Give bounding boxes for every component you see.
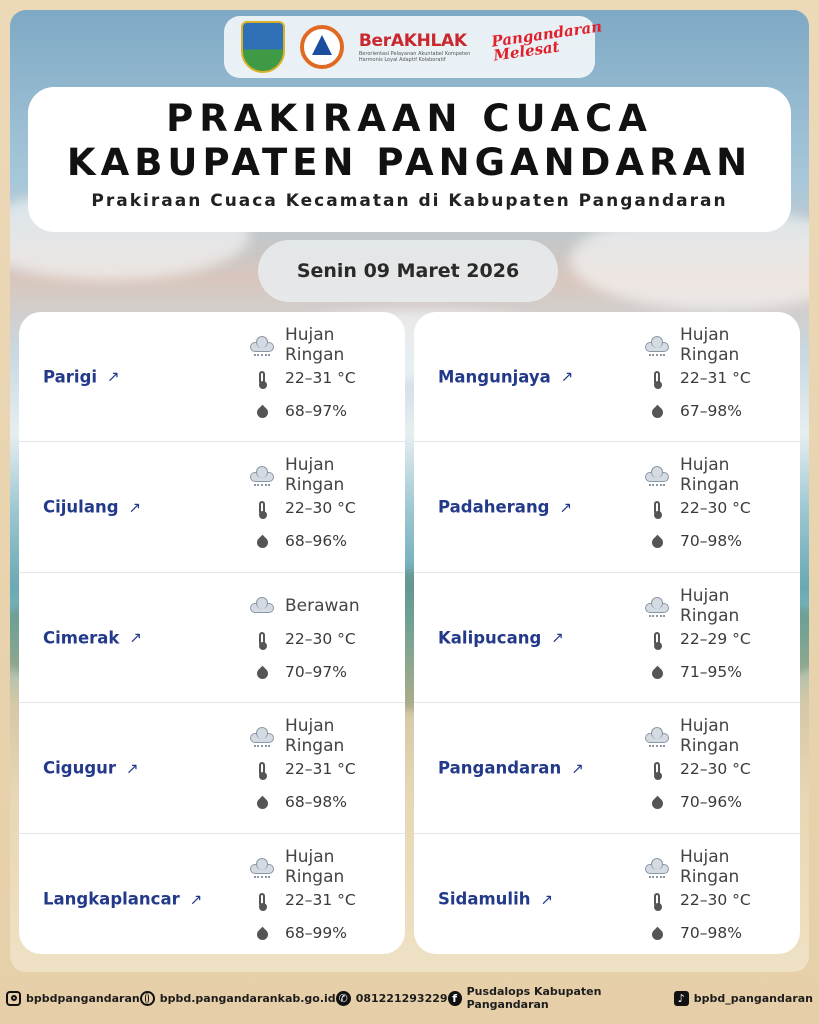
footer-instagram[interactable]: [6, 991, 140, 1006]
temperature-range: 22–31 °C: [285, 368, 356, 387]
condition-line: [249, 846, 399, 887]
weather-condition: Hujan Ringan: [679, 846, 740, 887]
temperature-range: 22–30 °C: [680, 760, 751, 778]
cloud-icon: [249, 599, 275, 613]
district-name: Langkaplancar: [43, 889, 180, 909]
humidity-line: [249, 916, 399, 949]
forecast-row: [19, 312, 405, 442]
district-link[interactable]: [438, 498, 572, 517]
district-link[interactable]: [43, 759, 139, 778]
forecast-column-right: [414, 312, 800, 954]
berakhlak-tagline: Berorientasi Pelayanan Akuntabel Kompeten Harmonis Loyal Adaptif Kolaboratif: [358, 51, 471, 63]
condition-line: [249, 589, 399, 622]
forecast-row: [19, 704, 405, 834]
pangandaran-melesat-text: Pangandaran Melesat: [489, 17, 603, 65]
berakhlak-word: BerAKHLAK: [358, 31, 467, 51]
page-subtitle: Prakiraan Cuaca Kecamatan di Kabupaten Pangandaran: [91, 191, 728, 211]
weather-info: [644, 324, 794, 427]
temperature-line: [644, 622, 794, 655]
water-drop-icon: [644, 665, 670, 679]
water-drop-icon: [249, 926, 275, 940]
page-title-line-2: KABUPATEN PANGANDARAN: [66, 141, 753, 184]
instagram-icon: [6, 991, 21, 1006]
district-link[interactable]: [438, 367, 573, 386]
weather-condition: Hujan Ringan: [284, 324, 345, 365]
cloud-rain-icon: [644, 729, 670, 743]
district-name: Cigugur: [43, 758, 117, 778]
external-link-arrow-icon: ↗: [560, 367, 574, 386]
temperature-line: [249, 492, 399, 525]
district-name: Cijulang: [43, 497, 119, 517]
condition-line: [644, 324, 794, 365]
humidity-line: [644, 525, 794, 558]
weather-info: [249, 324, 399, 427]
district-name: Parigi: [43, 367, 98, 386]
humidity-line: [644, 786, 794, 819]
humidity-line: [249, 655, 399, 688]
thermometer-icon: [249, 893, 275, 907]
footer-whatsapp[interactable]: [336, 991, 448, 1006]
condition-line: [249, 324, 399, 365]
weather-info: [249, 589, 399, 688]
logo-bar: [224, 16, 603, 78]
water-drop-icon: [644, 404, 670, 418]
facebook-icon: f: [448, 991, 462, 1006]
humidity-range: 68–96%: [285, 532, 347, 550]
external-link-arrow-icon: ↗: [540, 890, 554, 908]
condition-line: [644, 846, 794, 887]
water-drop-icon: [644, 926, 670, 940]
title-card: [28, 87, 791, 232]
humidity-range: 68–99%: [285, 923, 347, 942]
triangle-emblem-icon: [300, 25, 344, 69]
district-name: Sidamulih: [438, 889, 531, 909]
cloud-rain-icon: [644, 860, 670, 874]
weather-condition: Hujan Ringan: [284, 455, 345, 495]
district-name: Padaherang: [438, 497, 550, 517]
temperature-range: 22–30 °C: [285, 499, 356, 517]
weather-condition: Hujan Ringan: [679, 455, 740, 495]
external-link-arrow-icon: ↗: [107, 367, 120, 386]
forecast-row: [414, 573, 800, 703]
temperature-line: [644, 753, 794, 786]
cloud-rain-icon: [249, 338, 275, 352]
tiktok-handle: bpbd_pangandaran: [693, 991, 813, 1005]
temperature-line: [644, 361, 794, 394]
cloud-rain-icon: [644, 599, 670, 613]
weather-condition: Berawan: [285, 595, 360, 616]
whatsapp-icon: ✆: [336, 991, 351, 1006]
external-link-arrow-icon: ↗: [559, 498, 573, 516]
external-link-arrow-icon: ↗: [551, 628, 564, 647]
weather-condition: Hujan Ringan: [679, 716, 740, 756]
cloud-rain-icon: [249, 860, 275, 874]
district-link[interactable]: [438, 759, 584, 778]
temperature-range: 22–31 °C: [680, 368, 751, 387]
temperature-range: 22–29 °C: [680, 629, 751, 648]
external-link-arrow-icon: ↗: [189, 890, 203, 908]
globe-icon: [140, 991, 155, 1006]
thermometer-icon: [644, 632, 670, 646]
footer-contacts: [0, 974, 819, 1022]
humidity-range: 68–97%: [285, 401, 347, 420]
temperature-line: [644, 492, 794, 525]
weather-condition: Hujan Ringan: [679, 324, 740, 365]
cloud-rain-icon: [249, 468, 275, 482]
humidity-range: 70–96%: [680, 793, 742, 811]
water-drop-icon: [249, 404, 275, 418]
temperature-range: 22–31 °C: [285, 890, 356, 909]
website-url: bpbd.pangandarankab.go.id: [159, 991, 336, 1005]
weather-condition: Hujan Ringan: [679, 585, 740, 626]
footer-facebook[interactable]: [448, 985, 674, 1011]
thermometer-icon: [644, 762, 670, 776]
humidity-line: [249, 786, 399, 819]
weather-info: [249, 846, 399, 949]
water-drop-icon: [249, 534, 275, 548]
condition-line: [644, 585, 794, 626]
humidity-line: [644, 916, 794, 949]
weather-info: [644, 716, 794, 819]
weather-info: [644, 846, 794, 949]
water-drop-icon: [644, 534, 670, 548]
water-drop-icon: [249, 665, 275, 679]
temperature-range: 22–30 °C: [680, 499, 751, 517]
forecast-row: [414, 704, 800, 834]
forecast-row: [19, 573, 405, 703]
pangandaran-melesat-logo: [489, 17, 603, 71]
temperature-range: 22–30 °C: [285, 629, 356, 648]
forecast-row: [414, 834, 800, 954]
thermometer-icon: [644, 893, 670, 907]
humidity-range: 70–97%: [285, 662, 347, 681]
forecast-row: [19, 834, 405, 954]
whatsapp-number: 081221293229: [355, 991, 448, 1005]
humidity-line: [249, 394, 399, 427]
temperature-range: 22–31 °C: [285, 760, 356, 778]
humidity-range: 71–95%: [680, 662, 742, 681]
cloud-rain-icon: [644, 468, 670, 482]
district-name: Kalipucang: [438, 628, 542, 647]
district-link[interactable]: [43, 890, 202, 909]
humidity-range: 70–98%: [680, 923, 742, 942]
thermometer-icon: [249, 501, 275, 515]
humidity-line: [644, 394, 794, 427]
condition-line: [644, 716, 794, 756]
temperature-line: [644, 883, 794, 916]
condition-line: [644, 455, 794, 495]
district-name: Cimerak: [43, 628, 120, 647]
facebook-page: Pusdalops Kabupaten Pangandaran: [466, 985, 602, 1011]
humidity-line: [644, 655, 794, 688]
berakhlak-logo: [359, 31, 477, 63]
condition-line: [249, 716, 399, 756]
forecast-row: [19, 443, 405, 573]
temperature-line: [249, 622, 399, 655]
water-drop-icon: [249, 795, 275, 809]
weather-info: [249, 716, 399, 819]
coat-of-arms-icon: [241, 21, 285, 73]
water-drop-icon: [644, 795, 670, 809]
thermometer-icon: [644, 501, 670, 515]
page-title-line-1: PRAKIRAAN CUACA: [166, 97, 653, 140]
humidity-range: 70–98%: [680, 532, 742, 550]
tiktok-icon: ♪: [674, 991, 689, 1006]
external-link-arrow-icon: ↗: [128, 498, 142, 516]
thermometer-icon: [249, 762, 275, 776]
external-link-arrow-icon: ↗: [571, 759, 584, 777]
temperature-range: 22–30 °C: [680, 890, 751, 909]
thermometer-icon: [249, 632, 275, 646]
district-name: Mangunjaya: [438, 367, 551, 386]
forecast-column-left: [19, 312, 405, 954]
thermometer-icon: [249, 371, 275, 385]
temperature-line: [249, 883, 399, 916]
temperature-line: [249, 753, 399, 786]
humidity-line: [249, 525, 399, 558]
weather-condition: Hujan Ringan: [284, 846, 345, 887]
weather-condition: Hujan Ringan: [284, 716, 345, 756]
external-link-arrow-icon: ↗: [129, 628, 142, 647]
condition-line: [249, 455, 399, 495]
footer-website[interactable]: [140, 991, 336, 1006]
instagram-handle: bpbdpangandaran: [26, 991, 140, 1005]
forecast-date: Senin 09 Maret 2026: [258, 240, 558, 302]
district-link[interactable]: [43, 367, 120, 386]
district-link[interactable]: [438, 890, 553, 909]
district-link[interactable]: [43, 498, 141, 517]
temperature-line: [249, 361, 399, 394]
cloud-rain-icon: [249, 729, 275, 743]
humidity-range: 67–98%: [680, 401, 742, 420]
cloud-rain-icon: [644, 338, 670, 352]
district-link[interactable]: [438, 628, 564, 647]
humidity-range: 68–98%: [285, 793, 347, 811]
weather-info: [249, 455, 399, 558]
district-name: Pangandaran: [438, 758, 562, 778]
weather-info: [644, 585, 794, 688]
forecast-row: [414, 312, 800, 442]
weather-info: [644, 455, 794, 558]
forecast-row: [414, 443, 800, 573]
district-link[interactable]: [43, 628, 142, 647]
thermometer-icon: [644, 371, 670, 385]
footer-tiktok[interactable]: [674, 991, 813, 1006]
external-link-arrow-icon: ↗: [126, 759, 139, 777]
